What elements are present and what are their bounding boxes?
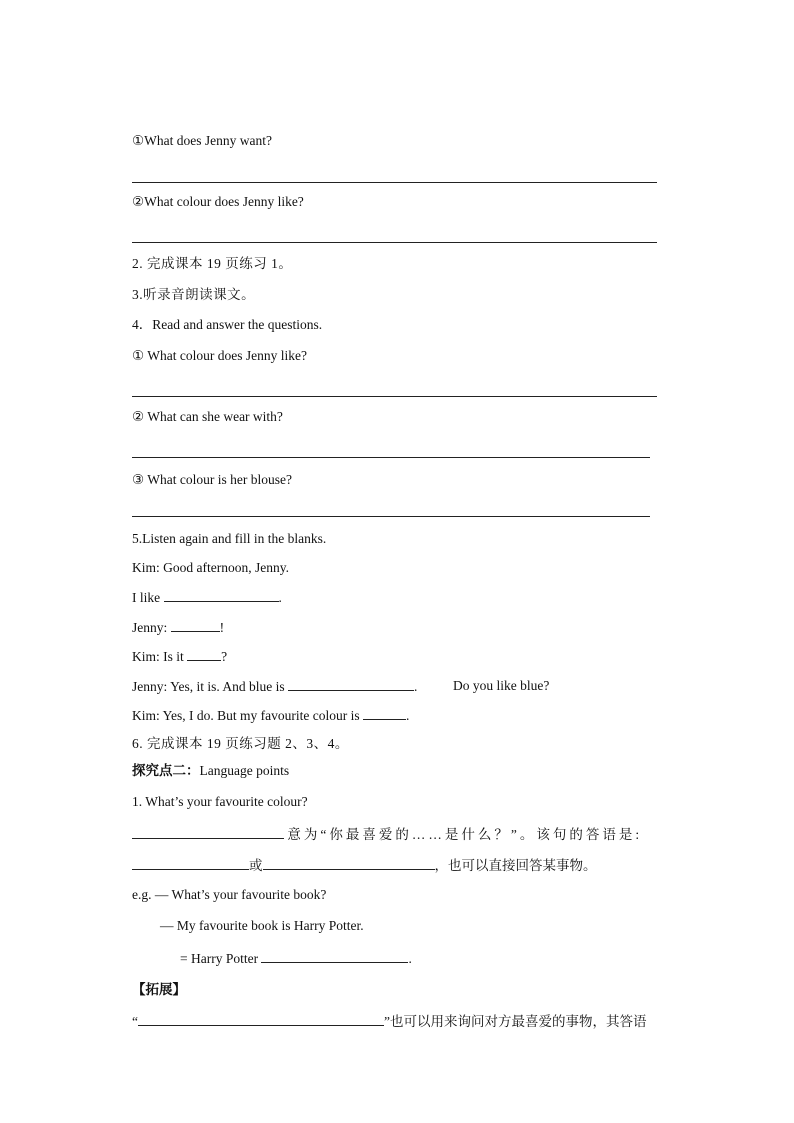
dialogue-line-2-end: . [278,590,282,605]
dialogue-line-5 [132,677,417,696]
dialogue-line-2 [132,588,282,607]
fill-blank-5[interactable] [363,706,406,720]
fill-blank-8[interactable] [263,856,435,870]
section-heading [132,762,289,780]
language-point-1-meaning-line [132,825,642,844]
dialogue-line-4-text: Kim: Is it [132,649,188,664]
fill-blank-2[interactable] [171,618,220,632]
task4-question-3: ③ What colour is her blouse? [132,472,292,487]
task-5: 5.Listen again and fill in the blanks. [132,531,327,546]
example-line-1: e.g. — What’s your favourite book? [132,887,327,902]
extension-open-quote: “ [132,1014,138,1029]
answer-line-3[interactable] [132,396,657,397]
dialogue-line-5-end: . [414,679,418,694]
dialogue-line-6 [132,706,409,725]
answer-line-5[interactable] [132,516,650,517]
fill-blank-6[interactable] [132,825,284,839]
task-4: 4．Read and answer the questions. [132,317,323,332]
language-point-1-answer-line [132,856,597,875]
extension-line [132,1012,647,1031]
answer-line-1[interactable] [132,182,657,183]
fill-blank-4[interactable] [288,677,414,691]
example-line-2: — My favourite book is Harry Potter. [160,918,364,933]
fill-blank-3[interactable] [187,647,221,661]
example-line-3 [180,949,412,968]
dialogue-line-4 [132,647,227,666]
dialogue-line-4-end: ? [221,649,228,664]
task-3: 3.听录音朗读课文。 [132,287,256,302]
extension-text: ”也可以用来询问对方最喜爱的事物，其答语 [384,1014,647,1029]
dialogue-line-3 [132,618,224,637]
answer-line-2[interactable] [132,242,657,243]
dialogue-line-3-text: Jenny: [132,620,171,635]
question-1: ①What does Jenny want? [132,133,272,148]
example-line-3-end: . [408,951,412,966]
language-point-1: 1. What’s your favourite colour? [132,794,308,809]
dialogue-line-6-text: Kim: Yes, I do. But my favourite colour is [132,708,363,723]
dialogue-line-5-question: Do you like blue? [453,678,550,693]
answer-line-4[interactable] [132,457,650,458]
fill-blank-10[interactable] [138,1012,384,1026]
example-line-3-text: = Harry Potter [180,951,262,966]
task4-question-1: ① What colour does Jenny like? [132,348,307,363]
dialogue-line-2-text: I like [132,590,164,605]
dialogue-line-1: Kim: Good afternoon, Jenny. [132,560,289,575]
section-title: 探究点二： [132,763,200,778]
task4-question-2: ② What can she wear with? [132,409,283,424]
dialogue-line-5-text: Jenny: Yes, it is. And blue is [132,679,289,694]
extension-title: 【拓展】 [132,982,186,997]
language-point-1-or: 或 [249,858,263,873]
fill-blank-9[interactable] [261,949,408,963]
task-6: 6. 完成课本 19 页练习题 2、3、4。 [132,736,349,751]
dialogue-line-6-end: . [406,708,410,723]
dialogue-line-3-end: ! [219,620,225,635]
language-point-1-tail: ，也可以直接回答某事物。 [434,858,597,873]
question-2: ②What colour does Jenny like? [132,194,304,209]
fill-blank-7[interactable] [132,856,249,870]
task-2: 2. 完成课本 19 页练习 1。 [132,256,293,271]
fill-blank-1[interactable] [164,588,279,602]
section-subtitle: Language points [199,763,290,778]
language-point-1-meaning: 意为“你最喜爱的……是什么？”。该句的答语是: [287,827,643,842]
